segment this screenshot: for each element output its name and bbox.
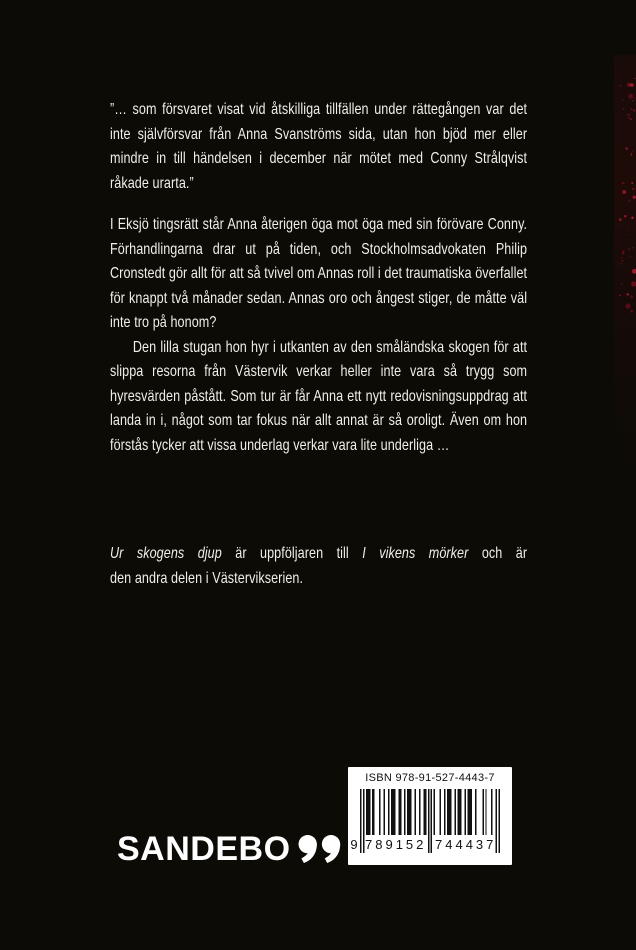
barcode-digits (348, 837, 512, 855)
publisher-logo (117, 832, 342, 866)
quote-paragraph: ”… som försvaret visat vid åtskilliga tillfällen under rättegången var det inte självförsvar från Anna Svanströms sida, utan hon bjöd mer eller mindre in till händelsen i december när mötet med Conny Strålqvist råkade urarta.” (110, 101, 528, 192)
barcode-block (348, 767, 512, 865)
synopsis-paragraph-2: Den lilla stugan hon hyr i utkanten av den småländska skogen för att slippa resorna från Västervik verkar heller inte vara så trygg som hyresvärden påstått. Som tur är får Anna ett nytt redovisningsuppdrag att landa in i, något som tar fokus när allt annat är så oroligt. Även om hon förstås tycker att vissa underlag verkar vara lite underliga … (110, 338, 528, 454)
series-note (110, 542, 527, 591)
book-title-italic: Ur skogens djup (110, 545, 222, 562)
synopsis-paragraph-1: I Eksjö tingsrätt står Anna återigen öga mot öga med sin förövare Conny. Förhandlingarna drar ut på tiden, och Stockholmsadvokaten Philip Cronstedt gör allt för att så tvivel om Annas roll i det traumatiska överfallet för knappt två månader sedan. Annas oro och ångest stiger, de måtte väl inte tro på honom? (110, 216, 528, 331)
series-note-text: den andra delen i Västervikserien. (110, 569, 304, 587)
series-note-text: är uppföljaren till (221, 545, 363, 562)
quote-marks-icon (298, 835, 342, 863)
red-smear-texture (614, 55, 636, 495)
blood-splatter (600, 72, 636, 332)
series-note-line (110, 542, 527, 567)
barcode-digit-first: 9 (350, 837, 358, 852)
book-title-italic: I vikens mörker (362, 545, 469, 562)
publisher-name: SANDEBO (117, 830, 291, 868)
barcode-digits-right: 744437 (435, 837, 497, 852)
review-quote (110, 98, 527, 196)
series-note-text: och är (468, 545, 528, 562)
barcode-digits-left: 789152 (365, 837, 427, 852)
isbn-label: ISBN 978-91-527-4443-7 (365, 772, 495, 784)
series-note-line (110, 567, 527, 592)
synopsis (110, 213, 527, 458)
